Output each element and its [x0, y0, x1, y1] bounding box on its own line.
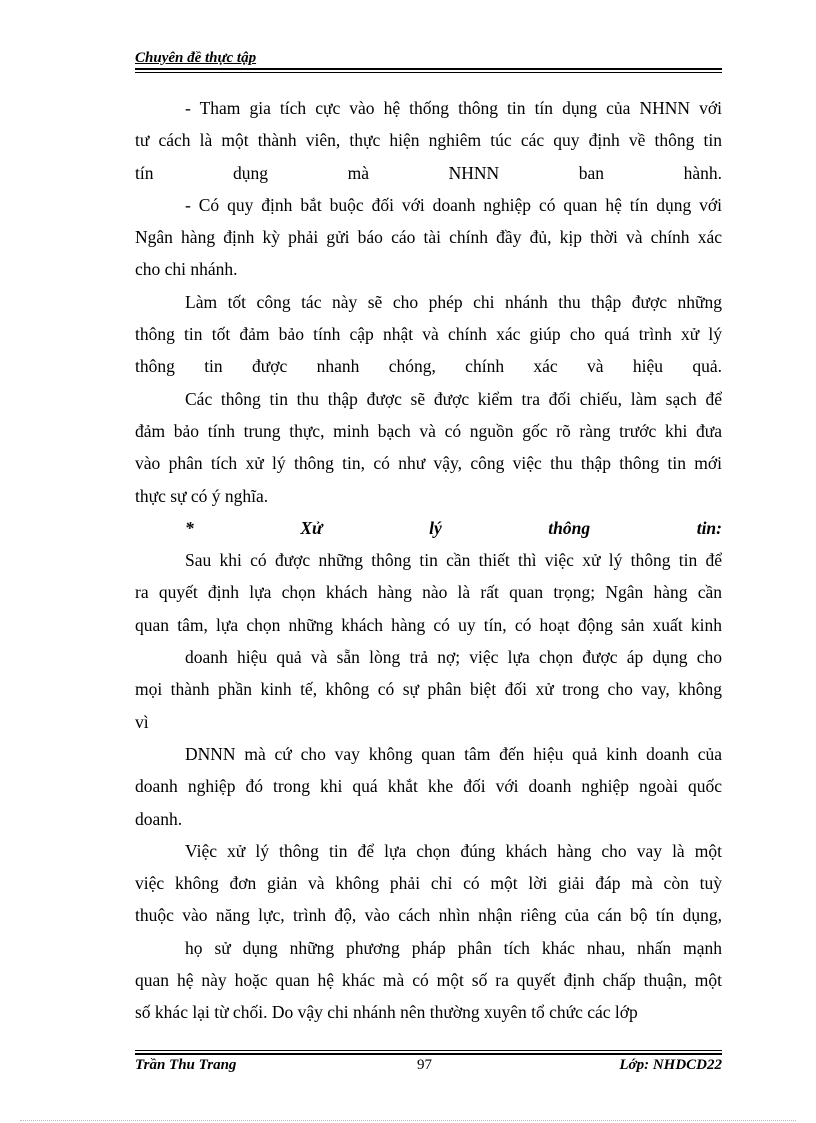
text-line: cho chi nhánh.	[135, 259, 238, 280]
footer-author: Trần Thu Trang	[135, 1057, 237, 1073]
text-line: Việc xử lý thông tin để lựa chọn đúng khách hàng cho vay là một	[185, 840, 722, 861]
text-line: thuộc vào năng lực, trình độ, vào cách nhìn nhận riêng của cán bộ tín dụng,	[135, 905, 722, 926]
header-rule-thin	[135, 72, 722, 73]
text-line: Ngân hàng định kỳ phải gửi báo cáo tài chính đầy đủ, kịp thời và chính xác	[135, 227, 722, 248]
text-line: tư cách là một thành viên, thực hiện nghiêm túc các quy định về thông tin	[135, 130, 722, 151]
text-line: Sau khi có được những thông tin cần thiết thì việc xử lý thông tin để	[185, 550, 722, 571]
text-line: đảm bảo tính trung thực, minh bạch và có nguồn gốc rõ ràng trước khi đưa	[135, 420, 722, 441]
text-line: việc không đơn giản và không phải chỉ có một lời giải đáp mà còn tuỳ	[135, 873, 722, 894]
footer-class-label: Lớp: NHDCD22	[619, 1057, 722, 1073]
text-line: mọi thành phần kinh tế, không có sự phân biệt đối xử trong cho vay, không	[135, 679, 722, 700]
text-line: ra quyết định lựa chọn khách hàng nào là rất quan trọng; Ngân hàng cần	[135, 582, 722, 603]
text-line: - Tham gia tích cực vào hệ thống thông tin tín dụng của NHNN với	[185, 98, 722, 118]
text-line: doanh hiệu quả và sẵn lòng trả nợ; việc lựa chọn được áp dụng cho	[185, 647, 722, 668]
text-line: quan hệ này hoặc quan hệ khác mà có một số ra quyết định chấp thuận, một	[135, 970, 722, 991]
section-heading: * Xử lý thông tin:	[185, 517, 722, 538]
page-number: 97	[417, 1057, 432, 1073]
text-line: số khác lại từ chối. Do vậy chi nhánh nên thường xuyên tổ chức các lớp	[135, 1002, 638, 1023]
text-line: thực sự có ý nghĩa.	[135, 485, 269, 506]
text-line: thông tin được nhanh chóng, chính xác và hiệu quả.	[135, 356, 722, 377]
text-line: - Có quy định bắt buộc đối với doanh nghiệp có quan hệ tín dụng với	[185, 194, 722, 215]
text-line: Làm tốt công tác này sẽ cho phép chi nhánh thu thập được những	[185, 291, 722, 312]
text-line: doanh nghiệp đó trong khi quá khắt khe đối với doanh nghiệp ngoài quốc	[135, 776, 722, 797]
text-line: vào phân tích xử lý thông tin, có như vậy, công việc thu thập thông tin mới	[135, 453, 722, 474]
text-line: vì	[135, 711, 149, 732]
text-line: doanh.	[135, 808, 183, 829]
document-body	[135, 92, 722, 1029]
header-title: Chuyên đề thực tập	[135, 50, 257, 66]
text-line: thông tin tốt đảm bảo tính cập nhật và chính xác giúp cho quá trình xử lý	[135, 324, 722, 345]
text-line: tín dụng mà NHNN ban hành.	[135, 162, 722, 183]
footer-rule-thin	[135, 1050, 722, 1051]
text-line: Các thông tin thu thập được sẽ được kiểm tra đối chiếu, làm sạch để	[185, 388, 722, 409]
page-edge-dotted-line	[20, 1120, 796, 1121]
header-rule-thick	[135, 68, 722, 70]
text-line: DNNN mà cứ cho vay không quan tâm đến hiệu quả kinh doanh của	[185, 743, 722, 764]
footer-rule-thick	[135, 1053, 722, 1055]
text-line: quan tâm, lựa chọn những khách hàng có uy tín, có hoạt động sản xuất kinh	[135, 614, 722, 635]
text-line: họ sử dụng những phương pháp phân tích khác nhau, nhấn mạnh	[185, 937, 722, 958]
